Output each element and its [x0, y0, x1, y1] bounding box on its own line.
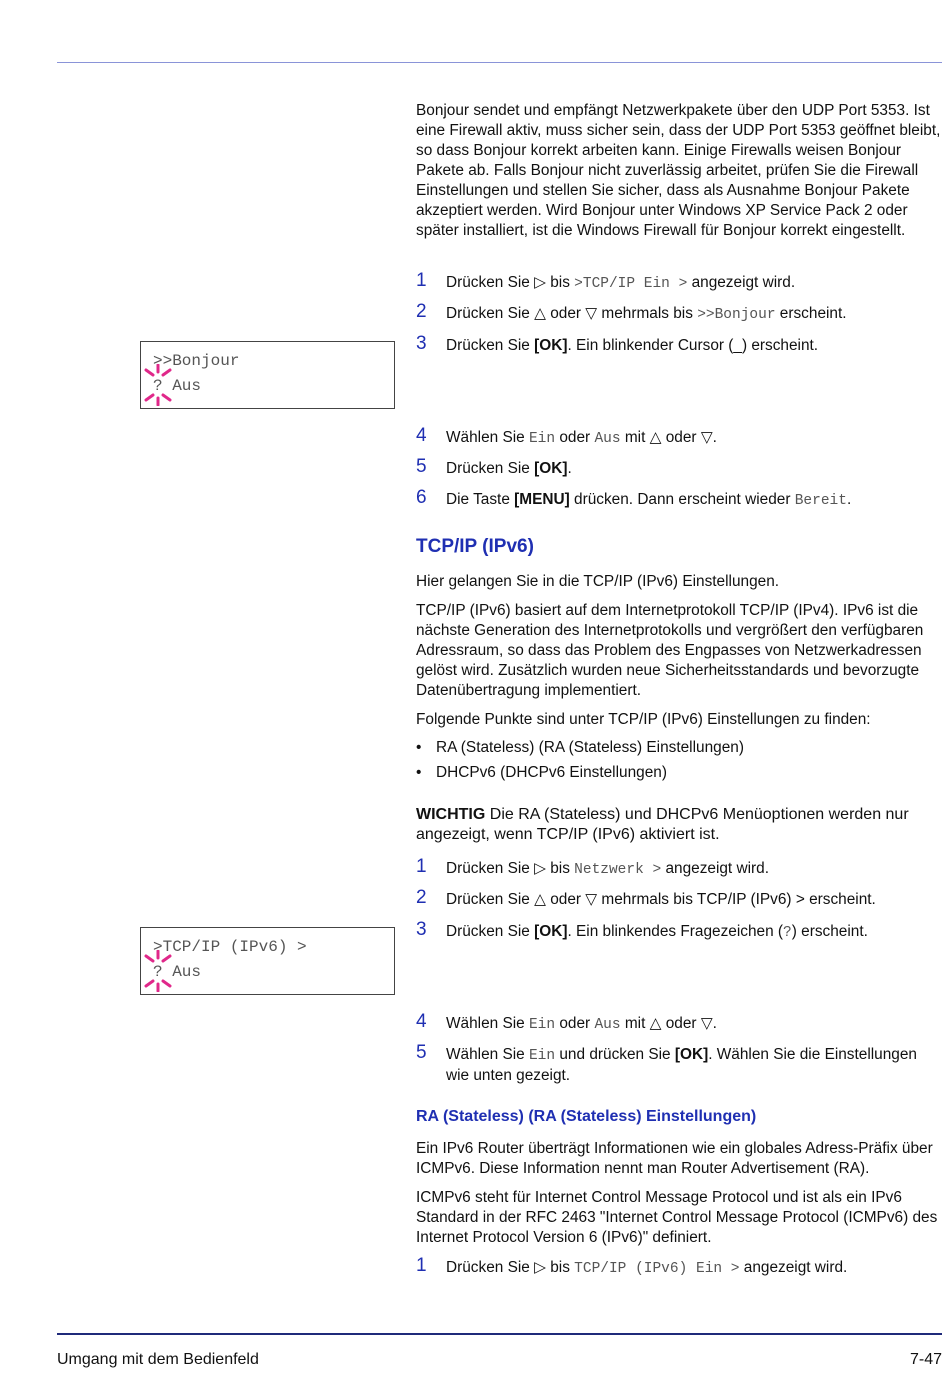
- intro-paragraph: Bonjour sendet und empfängt Netzwerkpakete über den UDP Port 5353. Ist eine Firewall aktiv, muss sicher sein, dass der UDP Port 5353 geöffnet bleibt, so dass Bonjour korrekt arbeiten kann. Einige Firewalls weisen Bonjour Pakete ab. Falls Bonjour nicht zuverlässig arbeitet, prüfen Sie die Firewall Einstellungen und stellen Sie sicher, dass als Ausnahme Bonjour Pakete akzeptiert werden. Wird Bonjour unter Windows XP Service Pack 2 oder später installiert, ist die Windows Firewall für Bonjour korrekt eingestellt.: [416, 102, 941, 239]
- list-item: • RA (Stateless) (RA (Stateless) Einstellungen): [416, 739, 744, 756]
- section-title: TCP/IP (IPv6): [416, 536, 534, 557]
- bonjour-step-6: 6 Die Taste [MENU] drücken. Dann erscheint wieder Bereit.: [416, 487, 852, 509]
- page-number: 7-47: [909, 1351, 942, 1368]
- blinking-cursor-icon: [143, 950, 173, 992]
- bonjour-step-1: 1 Drücken Sie ▷ bis >TCP/IP Ein > angezeigt wird.: [416, 270, 796, 292]
- bonjour-step-3: 3 Drücken Sie [OK]. Ein blinkender Cursor (_) erscheint.: [416, 333, 819, 354]
- lcd-display-ipv6: [140, 927, 395, 995]
- section-basis-paragraph: TCP/IP (IPv6) basiert auf dem Internetprotokoll TCP/IP (IPv4). IPv6 ist die nächste Generation des Internetprotokolls und vergrößert den verfügbaren Adressraum, so dass das Problem des Engpasses von Netzwerkadressen gelöst wird. Zusätzlich wurden neue Sicherheitsstandards und bevorzugte Datenübertragung implementiert.: [416, 602, 924, 699]
- bonjour-step-2: 2 Drücken Sie △ oder ▽ mehrmals bis >>Bonjour erscheint.: [416, 301, 847, 323]
- ipv6-step-2: 2 Drücken Sie △ oder ▽ mehrmals bis TCP/IP (IPv6) > erscheint.: [416, 887, 876, 908]
- list-intro: Folgende Punkte sind unter TCP/IP (IPv6) Einstellungen zu finden:: [416, 711, 871, 728]
- ra-paragraph-1: Ein IPv6 Router überträgt Informationen wie ein globales Adress-Präfix über ICMPv6. Diese Information nennt man Router Advertisement (RA).: [416, 1140, 933, 1177]
- bonjour-step-4: 4 Wählen Sie Ein oder Aus mit △ oder ▽.: [416, 425, 717, 447]
- header-rule: [57, 62, 942, 63]
- ipv6-step-4: 4 Wählen Sie Ein oder Aus mit △ oder ▽.: [416, 1011, 717, 1033]
- important-note: WICHTIG Die RA (Stateless) und DHCPv6 Menüoptionen werden nur angezeigt, wenn TCP/IP (IPv6) aktiviert ist.: [416, 806, 909, 843]
- footer-rule: [57, 1333, 942, 1335]
- ipv6-step-1: 1 Drücken Sie ▷ bis Netzwerk > angezeigt wird.: [416, 856, 769, 878]
- list-item: • DHCPv6 (DHCPv6 Einstellungen): [416, 764, 667, 781]
- important-label: WICHTIG: [416, 806, 486, 823]
- subsection-title: RA (Stateless) (RA (Stateless) Einstellungen): [416, 1108, 757, 1125]
- blinking-cursor-icon: [143, 364, 173, 406]
- ipv6-step-5: 5 Wählen Sie Ein und drücken Sie [OK]. Wählen Sie die Einstellungen wie unten gezeigt.: [416, 1042, 917, 1084]
- section-intro: Hier gelangen Sie in die TCP/IP (IPv6) Einstellungen.: [416, 573, 780, 590]
- lcd-line-1: >>Bonjour: [153, 352, 240, 370]
- bonjour-step-5: 5 Drücken Sie [OK].: [416, 456, 572, 477]
- lcd-line-1: >TCP/IP (IPv6) >: [153, 938, 307, 956]
- lcd-line-2: ? Aus: [153, 963, 202, 981]
- lcd-display-bonjour: [140, 341, 395, 409]
- ipv6-step-3: 3 Drücken Sie [OK]. Ein blinkendes Fragezeichen (?) erscheint.: [416, 919, 868, 941]
- ra-step-1: 1 Drücken Sie ▷ bis TCP/IP (IPv6) Ein > angezeigt wird.: [416, 1255, 848, 1277]
- lcd-line-2: ? Aus: [153, 377, 202, 395]
- ra-paragraph-2: ICMPv6 steht für Internet Control Message Protocol und ist als ein IPv6 Standard in der RFC 2463 "Internet Control Message Protocol (ICMPv6) des Internet Protocol Version 6 (IPv6)" definiert.: [416, 1189, 938, 1246]
- footer-section-title: Umgang mit dem Bedienfeld: [57, 1351, 259, 1368]
